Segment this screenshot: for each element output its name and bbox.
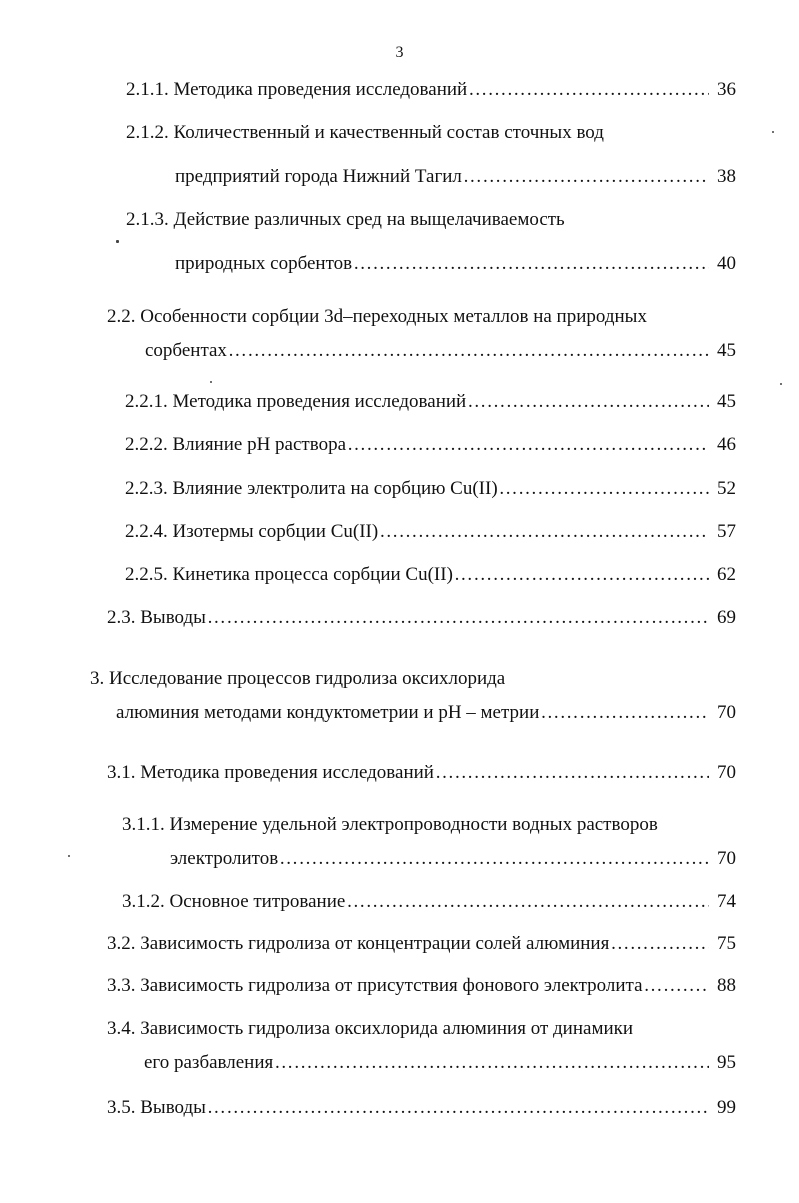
toc-entry-title: 3. Исследование процессов гидролиза оксихлорида: [90, 668, 506, 689]
toc-entry-3-2: [107, 931, 736, 957]
toc-entry-3-4-line1: [107, 1016, 633, 1042]
scan-speck: [772, 131, 774, 133]
toc-leader-dots: [345, 889, 709, 915]
toc-entry-title: 3.2. Зависимость гидролиза от концентрации солей алюминия: [107, 933, 610, 954]
toc-entry-title: 2.2.1. Методика проведения исследований: [125, 391, 467, 412]
toc-entry-page: 36: [717, 79, 736, 100]
toc-leader-dots: [346, 432, 709, 458]
toc-entry-page: 95: [717, 1052, 736, 1073]
toc-leader-dots: [539, 700, 709, 726]
toc-entry-2-1-2-line1: [126, 120, 604, 146]
toc-entry-title: 3.1. Методика проведения исследований: [107, 762, 434, 783]
toc-entry-3-1: [107, 760, 736, 786]
toc-entry-title: предприятий города Нижний Тагил: [175, 166, 462, 187]
toc-entry-title: алюминия методами кондуктометрии и pH – метрии: [116, 702, 540, 723]
toc-entry-title: 2.2.3. Влияние электролита на сорбцию Cu(II): [125, 478, 498, 499]
toc-entry-page: 62: [717, 564, 736, 585]
toc-entry-page: 75: [717, 933, 736, 954]
toc-entry-page: 40: [717, 253, 736, 274]
toc-entry-2-1-3-line1: [126, 207, 565, 233]
toc-entry-title: 2.1.2. Количественный и качественный состав сточных вод: [126, 122, 604, 143]
toc-entry-page: 38: [717, 166, 736, 187]
toc-entry-2-2-line1: [107, 304, 647, 330]
toc-entry-page: 74: [717, 891, 736, 912]
toc-entry-title: 3.5. Выводы: [107, 1097, 206, 1118]
toc-leader-dots: [434, 760, 709, 786]
scan-speck: [68, 855, 70, 857]
toc-leader-dots: [206, 1095, 709, 1121]
toc-leader-dots: [278, 846, 709, 872]
toc-entry-2-1-3-line2: [175, 251, 736, 277]
toc-entry-2-2-4: [125, 519, 736, 545]
toc-entry-3-line2: [116, 700, 736, 726]
toc-entry-title: 2.2. Особенности сорбции 3d–переходных металлов на природных: [107, 306, 647, 327]
scan-speck: [116, 240, 119, 243]
toc-leader-dots: [462, 164, 709, 190]
toc-entry-3-1-1-line1: [122, 812, 658, 838]
toc-leader-dots: [227, 338, 709, 364]
toc-entry-page: 46: [717, 434, 736, 455]
toc-entry-2-2-5: [125, 562, 736, 588]
toc-entry-title: 2.2.5. Кинетика процесса сорбции Cu(II): [125, 564, 453, 585]
toc-leader-dots: [609, 931, 709, 957]
toc-entry-3-3: [107, 973, 736, 999]
toc-entry-title: электролитов: [170, 848, 279, 869]
toc-entry-3-line1: [90, 666, 505, 692]
toc-leader-dots: [273, 1050, 709, 1076]
toc-entry-title: его разбавления: [144, 1052, 274, 1073]
toc-entry-page: 99: [717, 1097, 736, 1118]
toc-entry-page: 45: [717, 391, 736, 412]
toc-entry-3-5: [107, 1095, 736, 1121]
toc-entry-title: 3.4. Зависимость гидролиза оксихлорида алюминия от динамики: [107, 1018, 634, 1039]
toc-entry-2-3: [107, 605, 736, 631]
toc-entry-page: 52: [717, 478, 736, 499]
toc-leader-dots: [378, 519, 709, 545]
toc-entry-title: 2.1.1. Методика проведения исследований: [126, 79, 468, 100]
toc-entry-2-2-3: [125, 476, 736, 502]
toc-leader-dots: [643, 973, 709, 999]
scan-speck: [210, 381, 212, 383]
toc-entry-3-1-1-line2: [170, 846, 736, 872]
toc-entry-3-1-2: [122, 889, 736, 915]
toc-entry-page: 45: [717, 340, 736, 361]
toc-entry-2-2-1: [125, 389, 736, 415]
toc-entry-page: 70: [717, 848, 736, 869]
toc-entry-2-2-2: [125, 432, 736, 458]
toc-leader-dots: [352, 251, 709, 277]
toc-entry-2-2-line2: [145, 338, 736, 364]
toc-entry-page: 70: [717, 702, 736, 723]
toc-entry-title: 2.1.3. Действие различных сред на выщелачиваемость: [126, 209, 565, 230]
toc-entry-page: 88: [717, 975, 736, 996]
page-number: 3: [395, 44, 404, 61]
toc-entry-title: 2.3. Выводы: [107, 607, 206, 628]
toc-leader-dots: [498, 476, 709, 502]
toc-entry-title: природных сорбентов: [175, 253, 353, 274]
toc-leader-dots: [466, 389, 709, 415]
toc-leader-dots: [467, 77, 709, 103]
toc-entry-title: 2.2.4. Изотермы сорбции Cu(II): [125, 521, 379, 542]
toc-entry-title: 3.3. Зависимость гидролиза от присутствия фонового электролита: [107, 975, 643, 996]
toc-entry-title: 2.2.2. Влияние pH раствора: [125, 434, 346, 455]
scan-speck: [780, 383, 782, 385]
toc-entry-2-1-2-line2: [175, 164, 736, 190]
toc-entry-title: 3.1.1. Измерение удельной электропроводности водных растворов: [122, 814, 658, 835]
toc-leader-dots: [206, 605, 709, 631]
toc-entry-title: сорбентах: [145, 340, 227, 361]
toc-leader-dots: [453, 562, 709, 588]
toc-entry-title: 3.1.2. Основное титрование: [122, 891, 346, 912]
toc-entry-page: 69: [717, 607, 736, 628]
toc-entry-2-1-1: [126, 77, 736, 103]
toc-entry-3-4-line2: [144, 1050, 736, 1076]
toc-entry-page: 57: [717, 521, 736, 542]
toc-entry-page: 70: [717, 762, 736, 783]
